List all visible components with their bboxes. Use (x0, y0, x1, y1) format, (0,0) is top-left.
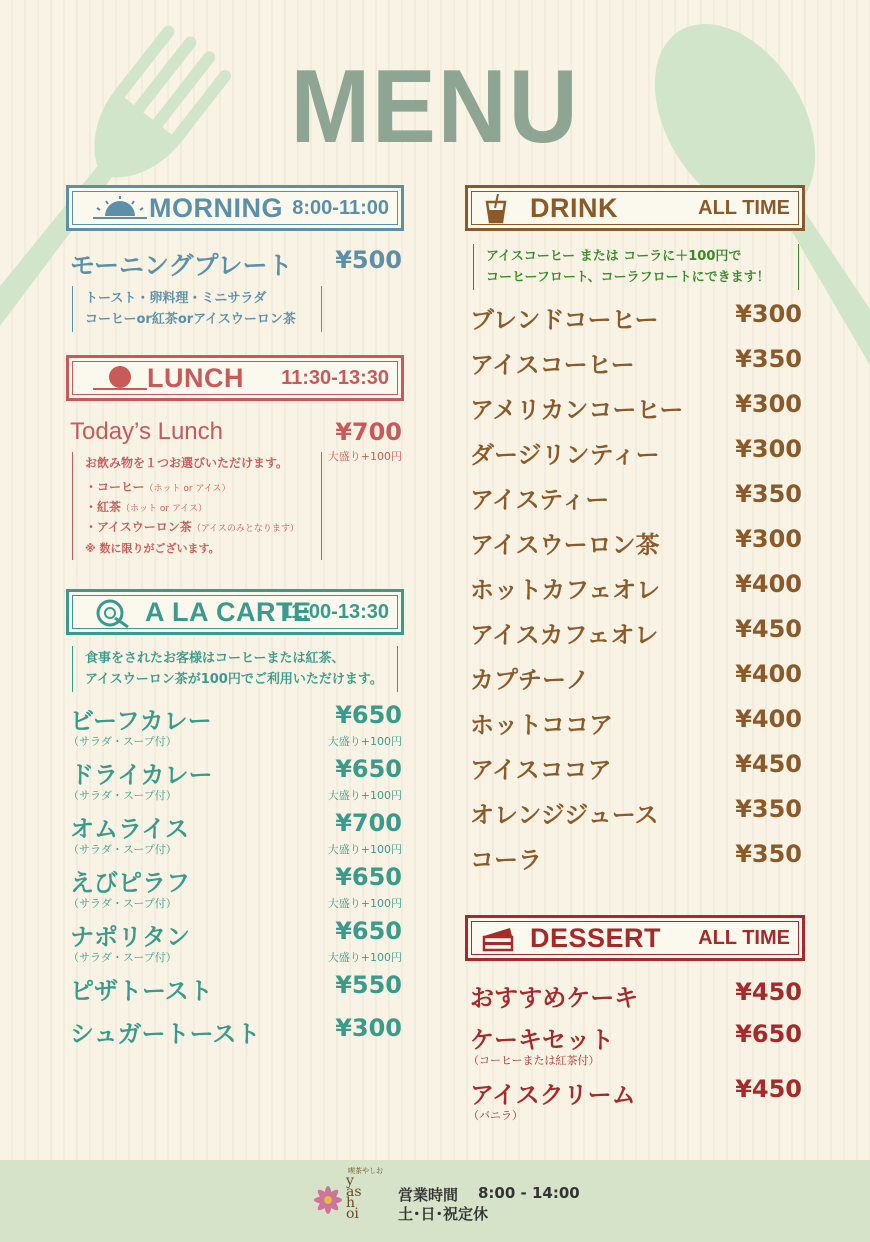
alacarte-item-sub: （サラダ・スープ付） (68, 789, 177, 802)
plate-icon (95, 598, 131, 628)
alacarte-item-price: ¥650 (335, 917, 402, 945)
morning-note (72, 286, 322, 332)
dessert-item-name: アイスクリーム (470, 1081, 636, 1109)
drink-item-name: アメリカンコーヒー (470, 396, 684, 424)
alacarte-item-large: 大盛り+100円 (327, 843, 402, 856)
drink-item-price: ¥350 (735, 795, 802, 823)
glass-icon (484, 194, 510, 224)
dessert-time: ALL TIME (698, 926, 790, 949)
drink-time: ALL TIME (698, 196, 790, 219)
drink-item-name: アイスコーヒー (470, 351, 635, 379)
menu-title: MENU (290, 49, 580, 165)
alacarte-item-price: ¥300 (335, 1014, 402, 1042)
alacarte-header (66, 589, 404, 635)
drink-item-price: ¥350 (735, 840, 802, 868)
drink-item-name: アイスティー (470, 486, 610, 514)
dessert-title: DESSERT (530, 922, 662, 953)
drink-item-price: ¥300 (735, 435, 802, 463)
lunch-item-name: Today’s Lunch (70, 418, 223, 445)
drink-item-name: アイスカフェオレ (470, 621, 659, 649)
dessert-item-sub: （コーヒーまたは紅茶付） (468, 1054, 600, 1067)
alacarte-note (72, 646, 398, 692)
alacarte-time: 11:00-13:30 (281, 600, 389, 623)
drink-item-price: ¥300 (735, 300, 802, 328)
drink-item-price: ¥350 (735, 480, 802, 508)
dessert-item-price: ¥450 (735, 978, 802, 1006)
drink-item-name: コーラ (470, 846, 542, 874)
dessert-item-sub: （バニラ） (468, 1109, 523, 1122)
drink-item-name: オレンジジュース (470, 801, 659, 829)
alacarte-item-price: ¥550 (335, 971, 402, 999)
morning-title: MORNING (149, 192, 283, 223)
drink-item-price: ¥450 (735, 750, 802, 778)
sun-icon (91, 366, 149, 392)
lunch-large-size: 大盛り+100円 (327, 450, 402, 463)
drink-note-line: アイスコーヒー または コーラに＋100円で (486, 249, 742, 264)
drink-item-name: アイスウーロン茶 (470, 531, 660, 559)
alacarte-item-large: 大盛り+100円 (327, 789, 402, 802)
drink-item-price: ¥400 (735, 570, 802, 598)
drink-item-name: ブレンドコーヒー (470, 306, 659, 334)
footer (0, 1160, 870, 1242)
dessert-header (465, 915, 805, 961)
alacarte-item-name: ドライカレー (70, 761, 213, 789)
dessert-item-price: ¥650 (735, 1020, 802, 1048)
closed-days: 土･日･祝定休 (398, 1205, 489, 1223)
drink-title: DRINK (530, 192, 618, 223)
lunch-option: ・コーヒー（ホット or アイス） (85, 480, 231, 494)
alacarte-item-name: ナポリタン (70, 923, 190, 951)
alacarte-item-sub: （サラダ・スープ付） (68, 843, 177, 856)
lunch-note (72, 452, 322, 560)
dessert-item-price: ¥450 (735, 1075, 802, 1103)
dessert-item-name: ケーキセット (470, 1026, 614, 1054)
morning-item-name: モーニングプレート (70, 251, 293, 280)
alacarte-item-price: ¥700 (335, 809, 402, 837)
lunch-note-end: ※ 数に限りがございます。 (85, 542, 220, 555)
drink-item-price: ¥400 (735, 705, 802, 733)
drink-item-name: ホットカフェオレ (470, 576, 661, 604)
alacarte-item-name: えびピラフ (70, 869, 190, 897)
alacarte-item-sub: （サラダ・スープ付） (68, 897, 177, 910)
lunch-option: ・紅茶（ホット or アイス） (85, 500, 208, 514)
lunch-title: LUNCH (147, 362, 244, 393)
alacarte-item-large: 大盛り+100円 (327, 897, 402, 910)
alacarte-item-sub: （サラダ・スープ付） (68, 951, 177, 964)
alacarte-item-name: シュガートースト (70, 1020, 261, 1048)
alacarte-item-name: ピザトースト (70, 977, 213, 1005)
drink-item-price: ¥300 (735, 525, 802, 553)
alacarte-item-large: 大盛り+100円 (327, 951, 402, 964)
lunch-option: ・アイスウーロン茶（アイスのみとなります） (85, 520, 299, 534)
drink-item-price: ¥350 (735, 345, 802, 373)
sunrise-icon (91, 196, 149, 222)
hours-label: 営業時間 (398, 1186, 459, 1204)
logo (310, 1164, 390, 1238)
drink-item-name: アイスココア (470, 756, 612, 784)
drink-header (465, 185, 805, 231)
morning-note-line: トースト・卵料理・ミニサラダ (85, 291, 267, 306)
alacarte-note-line: アイスウーロン茶が100円でご利用いただけます。 (85, 672, 383, 687)
lunch-header (66, 355, 404, 401)
morning-time: 8:00-11:00 (292, 196, 389, 219)
alacarte-item-price: ¥650 (335, 755, 402, 783)
drink-note (473, 244, 799, 290)
drink-item-name: ホットココア (470, 711, 614, 739)
flower-logo-icon (310, 1180, 346, 1220)
alacarte-item-name: オムライス (70, 815, 190, 843)
cake-icon (482, 926, 514, 952)
morning-note-line: コーヒーor紅茶orアイスウーロン茶 (85, 312, 296, 327)
dessert-item-name: おすすめケーキ (470, 984, 639, 1012)
logo-text: yashoi (346, 1173, 362, 1222)
alacarte-item-price: ¥650 (335, 863, 402, 891)
alacarte-item-sub: （サラダ・スープ付） (68, 735, 177, 748)
drink-item-name: ダージリンティー (470, 441, 660, 469)
lunch-item-price: ¥700 (335, 418, 402, 446)
alacarte-item-large: 大盛り+100円 (327, 735, 402, 748)
alacarte-title: A LA CARTE (145, 596, 312, 627)
drink-item-name: カプチーノ (470, 666, 590, 694)
alacarte-note-line: 食事をされたお客様はコーヒーまたは紅茶、 (85, 651, 345, 666)
alacarte-item-price: ¥650 (335, 701, 402, 729)
drink-item-price: ¥400 (735, 660, 802, 688)
hours-value: 8:00 - 14:00 (478, 1184, 580, 1202)
morning-item-price: ¥500 (335, 246, 402, 274)
lunch-time: 11:30-13:30 (281, 366, 389, 389)
logo-small-text: 喫茶やしお (348, 1167, 383, 1175)
drink-note-line: コーヒーフロート、コーラフロートにできます！ (486, 270, 770, 285)
drink-item-price: ¥450 (735, 615, 802, 643)
drink-item-price: ¥300 (735, 390, 802, 418)
lunch-note-title: お飲み物を１つお選びいただけます。 (85, 456, 289, 470)
alacarte-item-name: ビーフカレー (70, 707, 212, 735)
morning-header (66, 185, 404, 231)
